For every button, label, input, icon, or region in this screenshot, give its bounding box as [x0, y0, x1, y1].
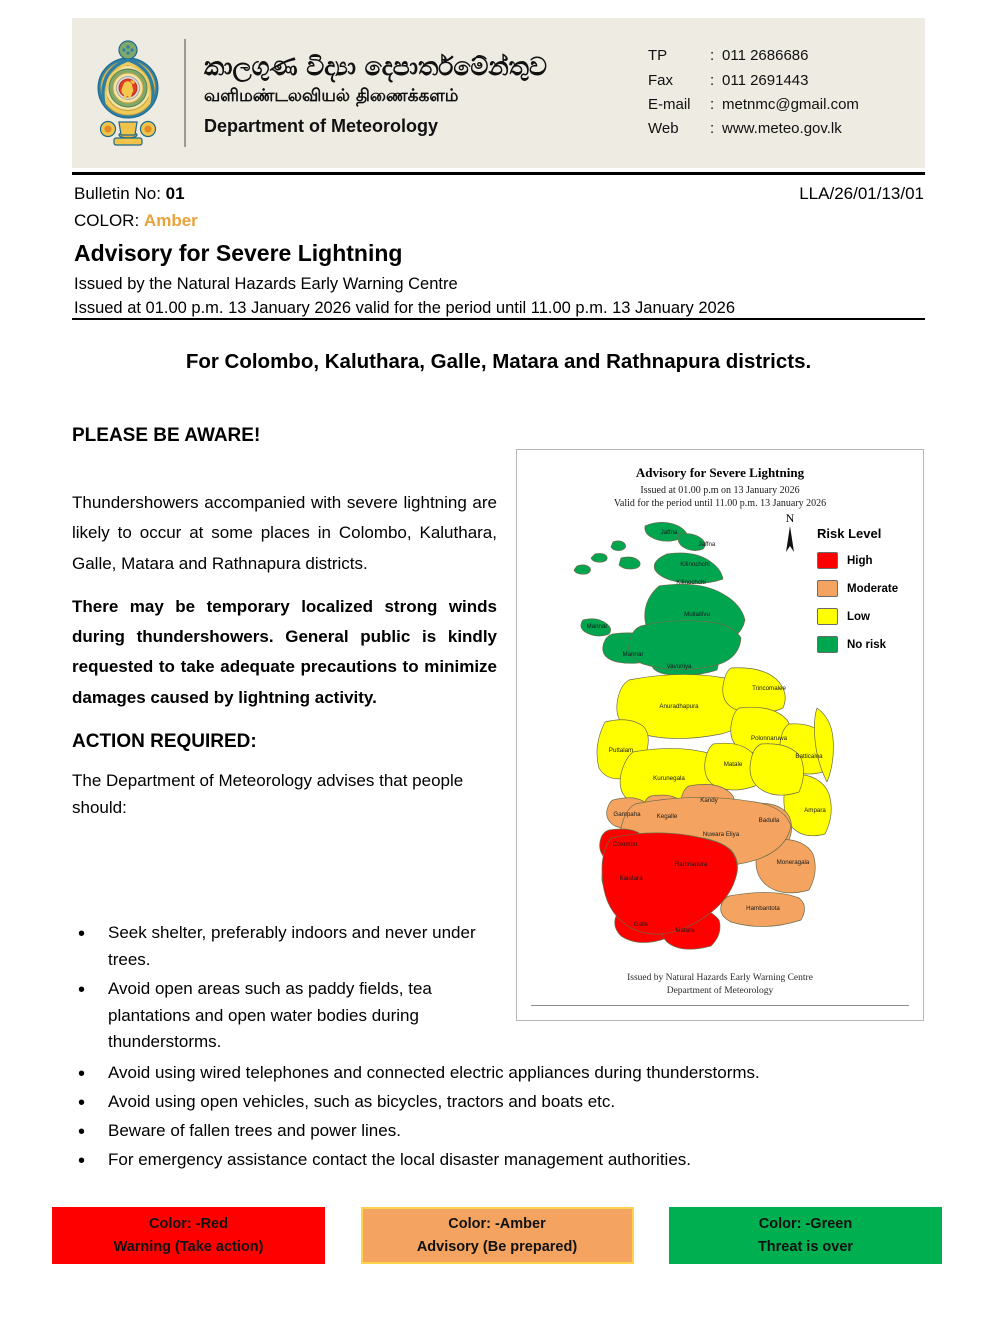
banner-green-line1: Color: -Green	[758, 1216, 853, 1233]
map-legend	[817, 526, 921, 664]
contact-row-tp	[648, 44, 859, 68]
map-footer-rule	[531, 1005, 909, 1006]
map-footer-line1: Issued by Natural Hazards Early Warning Centre	[627, 972, 813, 983]
legend-label-norisk: No risk	[847, 638, 886, 651]
map-label-jaffna: Jaffna	[660, 529, 678, 536]
organization-titles	[204, 49, 634, 138]
list-item: • Avoid using open vehicles, such as bicycles, tractors and boats etc.	[72, 1089, 922, 1116]
advises-intro-line: The Department of Meteorology advises that people should:	[72, 770, 464, 817]
map-label-gampaha: Gampaha	[613, 811, 641, 818]
action-required-heading: ACTION REQUIRED:	[72, 730, 257, 752]
color-label: COLOR:	[74, 210, 140, 230]
color-status-row	[74, 208, 924, 234]
org-name-english: Department of Meteorology	[204, 116, 439, 137]
banner-amber	[361, 1207, 634, 1264]
legend-swatch-low	[817, 608, 838, 625]
bulletin-number-row	[74, 182, 924, 207]
map-label-puttalam: Puttalam	[608, 747, 634, 754]
map-label-ampara: Ampara	[804, 807, 826, 814]
meta-rule-bottom	[72, 318, 925, 320]
risk-map-panel	[516, 449, 924, 1021]
header-divider	[184, 39, 186, 147]
banner-red-line1: Color: -Red	[149, 1216, 228, 1233]
org-name-sinhala: කාලගුණ විද්‍යා දෙපාර්තමේන්තුව	[204, 51, 547, 81]
advisory-paragraph-2: There may be temporary localized strong winds during thundershowers. General public is kindly requested to take adequate precautions to minimize damages caused by lightning activity.	[72, 596, 497, 707]
contact-label-email: E-mail	[648, 96, 691, 113]
emblem-container	[72, 34, 184, 152]
contact-value-email[interactable]: metnmc@gmail.com	[722, 96, 859, 113]
bulletin-reference: LLA/26/01/13/01	[799, 184, 924, 203]
legend-label-moderate: Moderate	[847, 582, 899, 595]
map-title: Advisory for Severe Lightning	[635, 465, 805, 480]
contact-value-web[interactable]: www.meteo.gov.lk	[722, 120, 842, 138]
page-title: Advisory for Severe Lightning	[74, 240, 403, 267]
color-value-badge: Amber	[143, 210, 198, 230]
list-item: • For emergency assistance contact the local disaster management authorities.	[72, 1147, 922, 1174]
contact-value-tp: 011 2686686	[722, 47, 809, 65]
map-subtitle-line1: Issued at 01.00 p.m on 13 January 2026	[640, 485, 800, 496]
banner-red	[52, 1207, 325, 1264]
list-item: • Avoid using wired telephones and connected electric appliances during thunderstorms.	[72, 1060, 922, 1087]
org-name-tamil: வளிமண்டலவியல் திணைக்களம்	[204, 85, 459, 106]
action-bullets-narrow	[72, 920, 502, 1058]
bulletin-number	[74, 182, 185, 207]
map-label-rathnapura: Rathnapura	[674, 861, 708, 868]
map-label-kilinochchi-2: Kilinochchi	[680, 561, 710, 568]
map-label-mannar: Mannar	[622, 651, 644, 658]
map-label-kalutara: Kalutara	[619, 875, 643, 882]
map-label-matara: Matara	[675, 927, 695, 934]
legend-row-norisk	[817, 636, 921, 653]
map-label-trincomalee: Trincomalee	[752, 685, 786, 692]
map-label-mullaitivu: Mullaitivu	[684, 611, 710, 618]
header-rule-top	[72, 172, 925, 175]
compass-rose	[775, 512, 805, 559]
issued-at-line: Issued at 01.00 p.m. 13 January 2026 valid for the period until 11.00 p.m. 13 January 2026	[74, 298, 736, 317]
map-label-kandy: Kandy	[700, 797, 718, 804]
legend-swatch-moderate	[817, 580, 838, 597]
affected-districts-headline: For Colombo, Kaluthara, Galle, Matara and Rathnapura districts.	[185, 350, 812, 373]
map-label-badulla: Badulla	[758, 817, 780, 824]
map-footer	[517, 972, 923, 998]
contact-sep-tp: :	[710, 47, 715, 65]
banner-red-line2: Warning (Take action)	[113, 1238, 264, 1255]
action-bullets-wide	[72, 1060, 922, 1175]
map-label-jaffna-2: Jaffna	[698, 541, 716, 548]
map-label-batticaloa: Batticaloa	[795, 753, 823, 760]
legend-row-high	[817, 552, 921, 569]
map-label-nuwara-eliya: Nuwara Eliya	[702, 831, 740, 838]
map-label-moneragala: Moneragala	[776, 859, 810, 866]
banner-green-line2: Threat is over	[757, 1238, 854, 1255]
map-footer-line2: Department of Meteorology	[666, 985, 774, 996]
compass-needle-icon	[777, 524, 803, 554]
letterhead-banner	[72, 18, 925, 168]
please-be-aware-heading: PLEASE BE AWARE!	[72, 425, 261, 446]
map-label-kegalle: Kegalle	[656, 813, 678, 820]
map-label-colombo: Colombo	[612, 841, 638, 848]
contact-row-web	[648, 117, 859, 141]
bulletin-label: Bulletin No:	[74, 184, 161, 203]
legend-swatch-norisk	[817, 636, 838, 653]
compass-north-label: N	[785, 511, 795, 525]
map-label-galle: Galle	[633, 921, 649, 928]
list-item: • Avoid open areas such as paddy fields, tea plantations and open water bodies during thunderstorms.	[72, 976, 502, 1057]
contact-details	[648, 44, 859, 141]
contact-label-web: Web	[648, 120, 679, 138]
map-subtitle	[517, 484, 923, 510]
legend-swatch-high	[817, 552, 838, 569]
legend-title: Risk Level	[817, 526, 882, 541]
map-label-anuradhapura: Anuradhapura	[659, 703, 699, 710]
map-subtitle-line2: Valid for the period until 11.00 p.m. 13 January 2026	[613, 498, 827, 510]
issued-by-line: Issued by the Natural Hazards Early Warning Centre	[74, 275, 458, 294]
map-label-kurunegala: Kurunegala	[653, 775, 685, 782]
list-item: • Beware of fallen trees and power lines.	[72, 1118, 922, 1145]
advisory-paragraph-1: Thundershowers accompanied with severe lightning are likely to occur at some places in Colombo, Kaluthara, Galle, Matara and Rathnapura districts.	[72, 493, 497, 573]
bulletin-value: 01	[165, 184, 185, 203]
legend-label-high: High	[847, 554, 873, 567]
contact-sep-fax: :	[710, 71, 715, 89]
banner-amber-line2: Advisory (Be prepared)	[416, 1238, 578, 1255]
map-label-mannar-n: Mannar	[586, 623, 608, 630]
sri-lanka-national-emblem-icon	[94, 34, 162, 152]
banner-amber-line1: Color: -Amber	[448, 1216, 546, 1233]
legend-row-moderate	[817, 580, 921, 597]
map-label-hambantota: Hambantota	[746, 905, 780, 912]
map-label-kilinochchi: Kilinochchi	[676, 579, 706, 586]
list-item: • Seek shelter, preferably indoors and never under trees.	[72, 920, 502, 974]
bulletin-meta	[74, 182, 924, 321]
contact-sep-email: :	[710, 96, 715, 113]
contact-sep-web: :	[710, 120, 715, 138]
contact-label-fax: Fax	[648, 71, 674, 89]
map-label-matale: Matale	[723, 761, 743, 768]
banner-green	[669, 1207, 942, 1264]
advisory-body-column	[72, 488, 497, 821]
contact-value-fax: 011 2691443	[722, 71, 809, 89]
contact-row-fax	[648, 69, 859, 93]
contact-label-tp: TP	[648, 47, 668, 65]
map-label-vavuniya: Vavuniya	[666, 663, 692, 670]
legend-row-low	[817, 608, 921, 625]
legend-label-low: Low	[847, 610, 870, 623]
contact-row-email	[648, 93, 859, 117]
map-label-polonnaruwa: Polonnaruwa	[750, 735, 788, 742]
color-code-legend-row	[52, 1207, 942, 1264]
